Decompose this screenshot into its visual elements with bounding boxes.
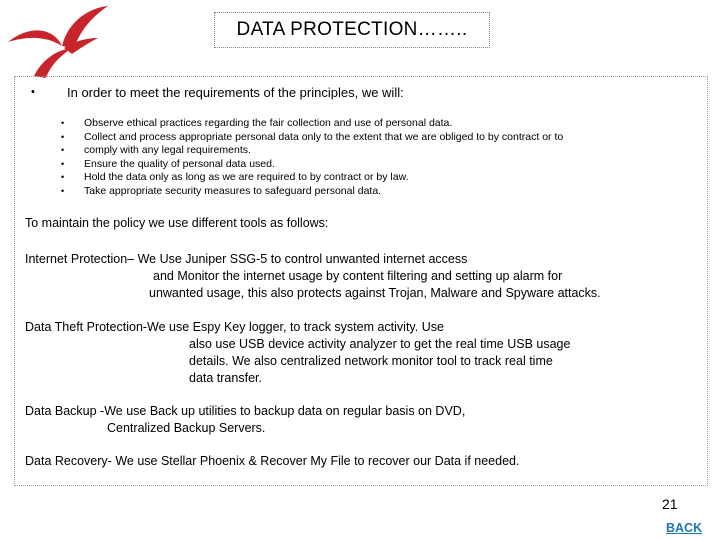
content-box [14, 76, 708, 486]
theft-protection-block [25, 319, 570, 387]
list-item: • Hold the data only as long as we are required to by contract or by law. [61, 171, 409, 184]
list-item: • Collect and process appropriate personal data only to the extent that we are obliged to by contract or to [61, 130, 564, 143]
recovery-text: - We use Stellar Phoenix & Recover My File to recover our Data if needed. [107, 454, 520, 468]
page-number: 21 [662, 496, 678, 512]
bird-logo-icon [2, 2, 110, 78]
intro-text: To maintain the policy we use different tools as follows: [25, 216, 329, 230]
list-item: • Ensure the quality of personal data used. [61, 157, 275, 170]
title-text: DATA PROTECTION…….. [236, 19, 468, 40]
principles-list [61, 117, 621, 199]
bullet-dot: • [31, 86, 35, 98]
internet-protection-block [25, 251, 601, 302]
internet-line-1: – We Use Juniper SSG-5 to control unwanted internet access [127, 252, 468, 266]
theft-label: Data Theft Protection [25, 320, 143, 334]
internet-line-3: unwanted usage, this also protects against Trojan, Malware and Spyware attacks. [149, 286, 601, 300]
internet-label: Internet Protection [25, 252, 128, 266]
theft-line-3: details. We also centralized network monitor tool to track real time [189, 354, 553, 368]
backup-line-1: -We use Back up utilities to backup data on regular basis on DVD, [96, 404, 466, 418]
data-backup-block [25, 403, 465, 437]
back-link[interactable]: BACK [666, 521, 703, 535]
recovery-label: Data Recovery [25, 454, 108, 468]
backup-line-2: Centralized Backup Servers. [107, 421, 266, 435]
lead-text: In order to meet the requirements of the principles, we will: [67, 85, 404, 100]
internet-line-2: and Monitor the internet usage by content filtering and setting up alarm for [153, 269, 563, 283]
page-title [214, 12, 490, 48]
backup-label: Data Backup [25, 404, 97, 418]
list-item: • Observe ethical practices regarding the fair collection and use of personal data. [61, 117, 453, 129]
theft-line-1: -We use Espy Key logger, to track system activity. Use [142, 320, 444, 334]
theft-line-4: data transfer. [189, 371, 262, 385]
data-recovery-block [25, 453, 519, 470]
list-item: • Take appropriate security measures to safeguard personal data. [61, 184, 382, 197]
list-item: • comply with any legal requirements. [61, 144, 251, 157]
theft-line-2: also use USB device activity analyzer to get the real time USB usage [189, 337, 571, 351]
